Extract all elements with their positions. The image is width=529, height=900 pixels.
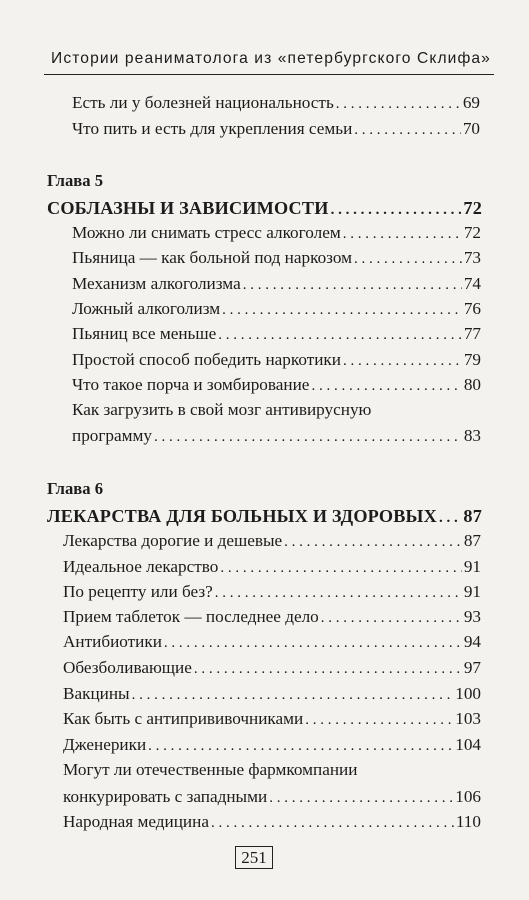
chapter-title-entry[interactable] bbox=[47, 197, 482, 219]
toc-entry[interactable] bbox=[72, 247, 481, 269]
toc-entry-page: 70 bbox=[462, 119, 480, 138]
toc-entry[interactable] bbox=[63, 811, 481, 833]
toc-entry-title: Антибиотики bbox=[63, 632, 162, 651]
toc-leader-dots bbox=[311, 375, 461, 397]
toc-entry-title: Ложный алкоголизм bbox=[72, 299, 221, 318]
toc-leader-dots bbox=[154, 426, 462, 448]
toc-entry[interactable] bbox=[72, 425, 481, 447]
toc-entry-page: 91 bbox=[463, 582, 481, 601]
toc-leader-dots bbox=[220, 557, 461, 579]
toc-entry[interactable] bbox=[72, 273, 481, 295]
toc-entry-title: Вакцины bbox=[63, 684, 130, 703]
toc-entry-page: 104 bbox=[455, 735, 481, 754]
toc-leader-dots bbox=[211, 812, 454, 834]
toc-leader-dots bbox=[331, 199, 462, 221]
toc-entry[interactable] bbox=[63, 530, 481, 552]
toc-entry-title: Что такое порча и зомбирование bbox=[72, 375, 310, 394]
toc-entry-page: 103 bbox=[455, 709, 481, 728]
toc-entry-page: 91 bbox=[463, 557, 481, 576]
toc-entry-title: Есть ли у болезней национальность bbox=[72, 93, 334, 112]
toc-entry[interactable] bbox=[72, 92, 480, 114]
toc-entry-page: 79 bbox=[463, 350, 481, 369]
toc-entry[interactable] bbox=[63, 631, 481, 653]
toc-leader-dots bbox=[284, 531, 462, 553]
toc-leader-dots bbox=[354, 119, 461, 141]
toc-entry[interactable] bbox=[63, 606, 481, 628]
toc-entry-page: 76 bbox=[463, 299, 481, 318]
toc-entry[interactable] bbox=[63, 708, 481, 730]
toc-entry-page: 72 bbox=[463, 223, 481, 242]
toc-entry-title-line1[interactable]: Как загрузить в свой мозг антивирусную bbox=[72, 400, 372, 419]
toc-leader-dots bbox=[148, 735, 453, 757]
toc-entry-page: 106 bbox=[455, 787, 481, 806]
toc-entry[interactable] bbox=[63, 683, 481, 705]
toc-entry[interactable] bbox=[63, 734, 481, 756]
toc-entry-page: 69 bbox=[462, 93, 480, 112]
toc-entry-title: Пьяница — как больной под наркозом bbox=[72, 248, 353, 267]
toc-entry-title-line2: конкурировать с западными bbox=[63, 787, 268, 806]
running-header: Истории реаниматолога из «петербургского Склифа» bbox=[51, 50, 491, 67]
toc-entry-title: Механизм алкоголизма bbox=[72, 274, 241, 293]
toc-entry[interactable] bbox=[63, 581, 481, 603]
chapter-page: 72 bbox=[463, 198, 482, 218]
toc-entry[interactable] bbox=[63, 786, 481, 808]
toc-leader-dots bbox=[439, 507, 461, 529]
toc-entry-page: 93 bbox=[463, 607, 481, 626]
chapter-title-entry[interactable] bbox=[47, 505, 482, 527]
toc-entry-page: 83 bbox=[463, 426, 481, 445]
toc-leader-dots bbox=[343, 350, 462, 372]
chapter-page: 87 bbox=[463, 506, 482, 526]
toc-entry-title: Можно ли снимать стресс алкоголем bbox=[72, 223, 341, 242]
toc-entry-page: 94 bbox=[463, 632, 481, 651]
toc-entry[interactable] bbox=[63, 657, 481, 679]
toc-entry-title: Народная медицина bbox=[63, 812, 209, 831]
toc-entry-title: Как быть с антипрививочниками bbox=[63, 709, 304, 728]
chapter-label: Глава 6 bbox=[47, 479, 103, 498]
toc-entry-title: По рецепту или без? bbox=[63, 582, 213, 601]
toc-leader-dots bbox=[343, 223, 462, 245]
toc-leader-dots bbox=[222, 299, 462, 321]
toc-entry-title: Дженерики bbox=[63, 735, 147, 754]
toc-entry[interactable] bbox=[72, 118, 480, 140]
toc-entry-page: 87 bbox=[463, 531, 481, 550]
chapter-title: ЛЕКАРСТВА ДЛЯ БОЛЬНЫХ И ЗДОРОВЫХ bbox=[47, 506, 437, 526]
toc-entry[interactable] bbox=[72, 374, 481, 396]
toc-leader-dots bbox=[218, 324, 462, 346]
toc-entry-title: Простой способ победить наркотики bbox=[72, 350, 341, 369]
toc-entry-title: Что пить и есть для укрепления семьи bbox=[72, 119, 353, 138]
toc-entry-title: Пьяниц все меньше bbox=[72, 324, 217, 343]
toc-entry-page: 73 bbox=[463, 248, 481, 267]
toc-leader-dots bbox=[269, 787, 453, 809]
toc-entry[interactable] bbox=[63, 556, 481, 578]
toc-entry-title-line2: программу bbox=[72, 426, 153, 445]
toc-entry-title: Лекарства дорогие и дешевые bbox=[63, 531, 283, 550]
toc-entry[interactable] bbox=[72, 298, 481, 320]
toc-leader-dots bbox=[194, 658, 462, 680]
toc-entry[interactable] bbox=[72, 323, 481, 345]
page-number: 251 bbox=[235, 846, 273, 869]
toc-leader-dots bbox=[336, 93, 461, 115]
toc-entry-page: 100 bbox=[455, 684, 481, 703]
toc-leader-dots bbox=[243, 274, 462, 296]
toc-leader-dots bbox=[321, 607, 462, 629]
toc-entry-title: Обезболивающие bbox=[63, 658, 192, 677]
toc-leader-dots bbox=[132, 684, 454, 706]
toc-leader-dots bbox=[354, 248, 462, 270]
toc-entry-page: 80 bbox=[463, 375, 481, 394]
toc-entry-page: 110 bbox=[455, 812, 481, 831]
toc-leader-dots bbox=[215, 582, 462, 604]
toc-entry[interactable] bbox=[72, 349, 481, 371]
toc-entry-title: Идеальное лекарство bbox=[63, 557, 219, 576]
toc-leader-dots bbox=[164, 632, 462, 654]
toc-entry-title-line1[interactable]: Могут ли отечественные фармкомпании bbox=[63, 760, 358, 779]
chapter-label: Глава 5 bbox=[47, 171, 103, 190]
chapter-title: СОБЛАЗНЫ И ЗАВИСИМОСТИ bbox=[47, 198, 329, 218]
toc-entry[interactable] bbox=[72, 222, 481, 244]
toc-entry-page: 74 bbox=[463, 274, 481, 293]
toc-leader-dots bbox=[305, 709, 453, 731]
toc-entry-page: 97 bbox=[463, 658, 481, 677]
toc-entry-title: Прием таблеток — последнее дело bbox=[63, 607, 319, 626]
toc-entry-page: 77 bbox=[463, 324, 481, 343]
